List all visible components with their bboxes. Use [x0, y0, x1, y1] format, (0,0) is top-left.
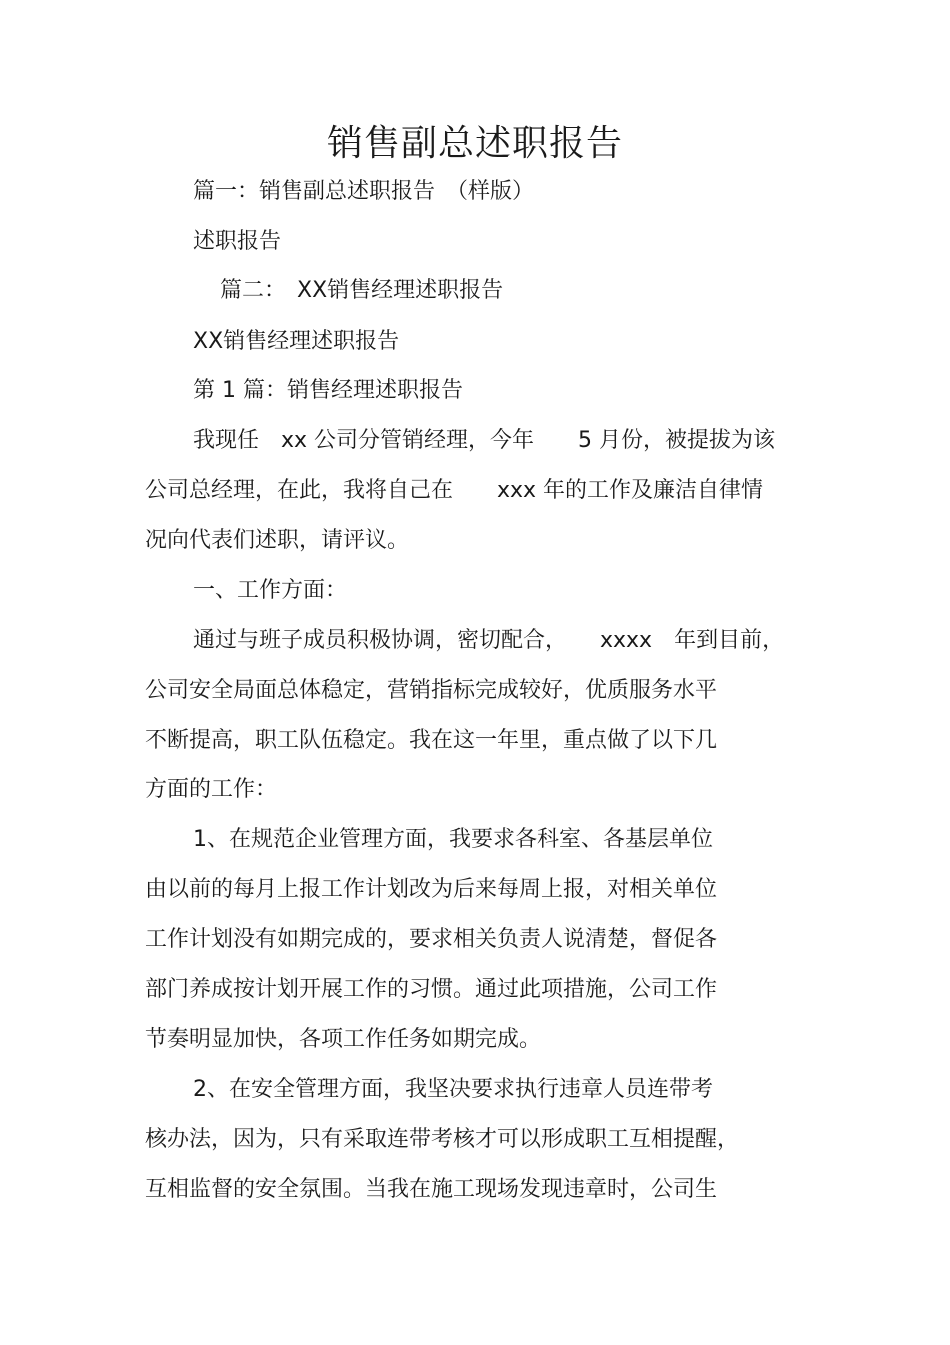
paragraph-line: 通过与班子成员积极协调，密切配合， xxxx 年到目前， [193, 628, 785, 653]
paragraph-line: 我现任 xx 公司分管销经理，今年 5 月份，被提拔为该 [193, 428, 776, 453]
document-title: 销售副总述职报告 [326, 123, 623, 164]
paragraph-line: 况向代表们述职，请评议。 [145, 528, 410, 553]
paragraph-line: 由以前的每月上报工作计划改为后来每周上报，对相关单位 [145, 877, 718, 902]
paragraph-line: 部门养成按计划开展工作的习惯。通过此项措施，公司工作 [145, 977, 718, 1002]
paragraph-line: 公司总经理，在此，我将自己在 xxx 年的工作及廉洁自律情 [145, 478, 764, 503]
text-line-2: 述职报告 [193, 229, 282, 254]
paragraph-line: 核办法，因为，只有采取连带考核才可以形成职工互相提醒， [145, 1127, 740, 1152]
paragraph-line: 1、在规范企业管理方面，我要求各科室、各基层单位 [193, 827, 713, 852]
text-line-5: 第 1 篇：销售经理述职报告 [193, 378, 463, 403]
section-heading: 一、工作方面： [193, 578, 348, 603]
subtitle-line-1: 篇一：销售副总述职报告 （样版） [193, 179, 535, 204]
text-line-4: XX销售经理述职报告 [193, 329, 400, 354]
paragraph-line: 公司安全局面总体稳定，营销指标完成较好，优质服务水平 [145, 678, 718, 703]
paragraph-line: 互相监督的安全氛围。当我在施工现场发现违章时，公司生 [145, 1177, 718, 1202]
subtitle-line-3: 篇二： XX销售经理述职报告 [220, 278, 504, 303]
paragraph-line: 工作计划没有如期完成的，要求相关负责人说清楚，督促各 [145, 927, 718, 952]
paragraph-line: 方面的工作： [145, 777, 278, 802]
paragraph-line: 不断提高，职工队伍稳定。我在这一年里，重点做了以下几 [145, 728, 718, 753]
paragraph-line: 2、在安全管理方面，我坚决要求执行违章人员连带考 [193, 1077, 713, 1102]
paragraph-line: 节奏明显加快，各项工作任务如期完成。 [145, 1027, 542, 1052]
